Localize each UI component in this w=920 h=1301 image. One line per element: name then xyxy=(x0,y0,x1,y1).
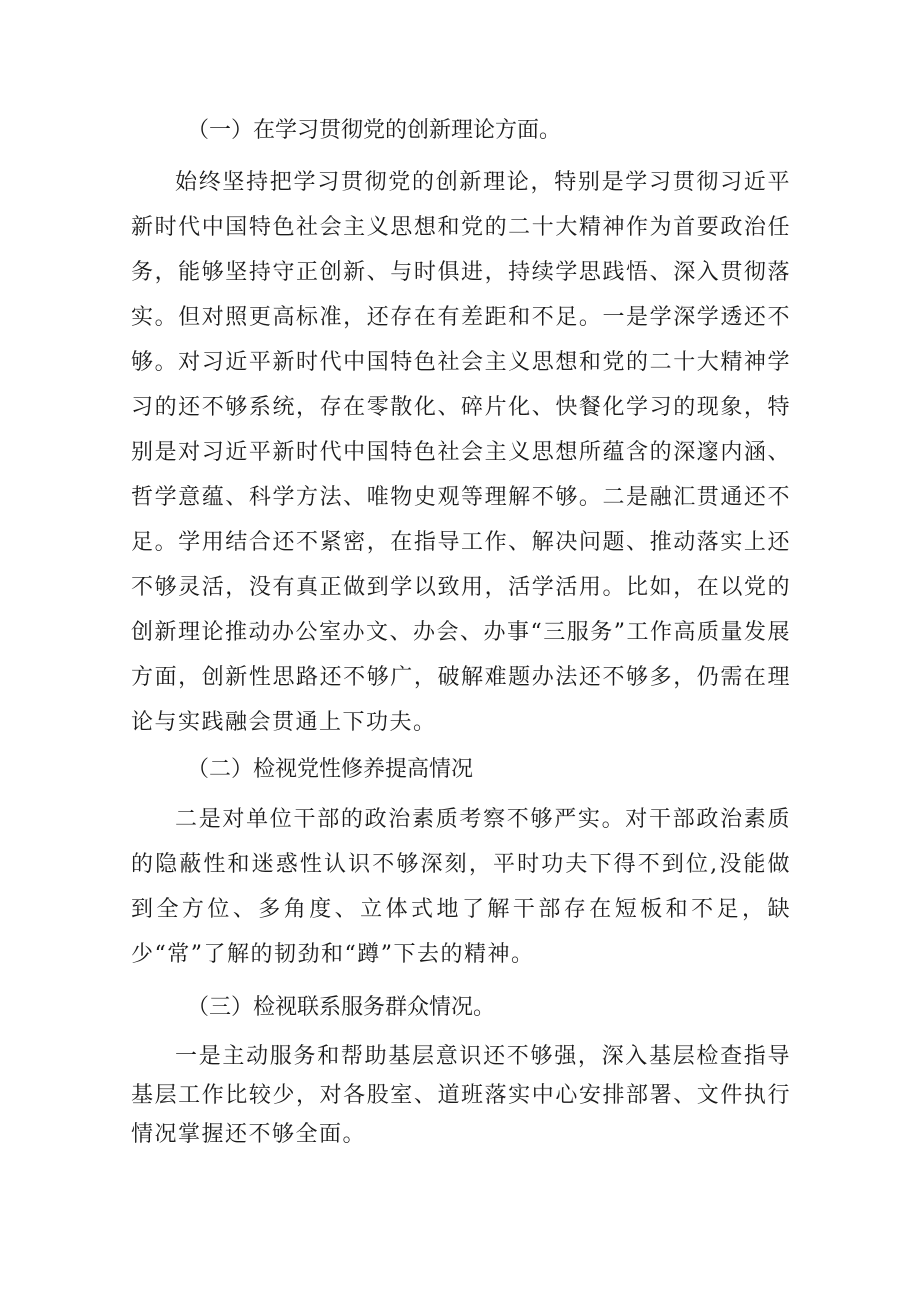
section-1-paragraph: 始终坚持把学习贯彻党的创新理论，特别是学习贯彻习近平新时代中国特色社会主义思想和党的二十大精神作为首要政治任务，能够坚持守正创新、与时俱进，持续学思践悟、深入贯彻落实。但对照更高标准，还存在有差距和不足。一是学深学透还不够。对习近平新时代中国特色社会主义思想和党的二十大精神学习的还不够系统，存在零散化、碎片化、快餐化学习的现象，特别是对习近平新时代中国特色社会主义思想所蕴含的深邃内涵、哲学意蕴、科学方法、唯物史观等理解不够。二是融汇贯通还不足。学用结合还不紧密，在指导工作、解决问题、推动落实上还不够灵活，没有真正做到学以致用，活学活用。比如，在以党的创新理论推动办公室办文、办会、办事“三服务”工作高质量发展方面，创新性思路还不够广，破解难题办法还不够多，仍需在理论与实践融会贯通上下功夫。 xyxy=(131,170,791,735)
section-2-paragraph: 二是对单位干部的政治素质考察不够严实。对干部政治素质的隐蔽性和迷惑性认识不够深刻，平时功夫下得不到位,没能做到全方位、多角度、立体式地了解干部存在短板和不足，缺少“常”了解的韧劲和“蹲”下去的精神。 xyxy=(131,807,791,967)
section-2-heading: （二）检视党性修养提高情况 xyxy=(187,757,474,782)
section-3-heading: （三）检视联系服务群众情况。 xyxy=(187,995,496,1020)
document-body xyxy=(131,108,791,1154)
section-1-heading: （一）在学习贯彻党的创新理论方面。 xyxy=(187,118,562,143)
section-3-paragraph: 一是主动服务和帮助基层意识还不够强，深入基层检查指导基层工作比较少，对各股室、道班落实中心安排部署、文件执行情况掌握还不够全面。 xyxy=(131,1044,791,1147)
